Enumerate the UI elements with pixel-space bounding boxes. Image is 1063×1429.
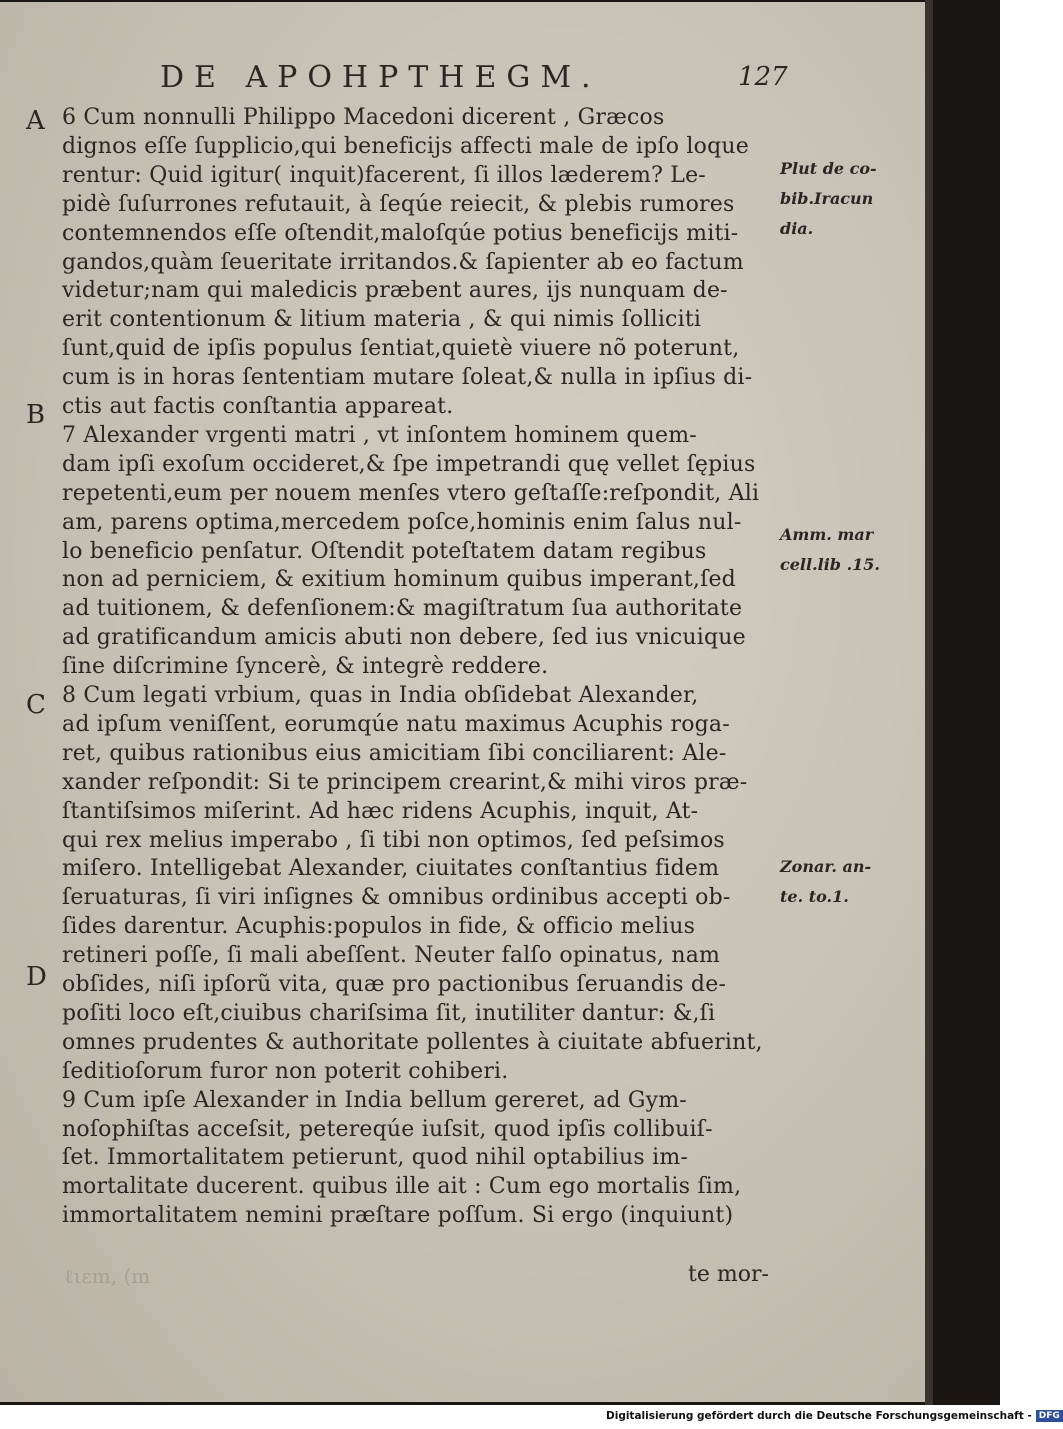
text-line: pidè ſuſurrones refutauit, à ſeqúe reiecit, & plebis rumores (62, 191, 735, 217)
section-letter-a: A (26, 106, 45, 136)
text-line: non ad perniciem, & exitium hominum quibus imperant,ſed (62, 567, 736, 593)
dfg-logo-icon: DFG (1036, 1410, 1063, 1422)
page-number: 127 (738, 62, 788, 92)
text-line: ret, quibus rationibus eius amicitiam ſibi conciliarent: Ale- (62, 740, 727, 766)
footer-credit (606, 1410, 1060, 1426)
text-line: cum is in horas ſententiam mutare ſoleat,& nulla in ipſius di- (62, 365, 753, 391)
text-line: miſero. Intelligebat Alexander, ciuitates conſtantius fidem (62, 856, 720, 882)
text-line: ſtantiſsimos miſerint. Ad hæc ridens Acuphis, inquit, At- (62, 798, 699, 824)
text-line: ad tuitionem, & defenſionem:& magiſtratum ſua authoritate (62, 596, 743, 622)
text-line: mortalitate ducerent. quibus ille ait : Cum ego mortalis ſim, (62, 1174, 742, 1200)
text-line: 6 Cum nonnulli Philippo Macedoni dicerent , Græcos (62, 105, 665, 130)
text-line: ad gratificandum amicis abuti non debere, ſed ius vnicuique (62, 625, 746, 651)
text-line: ctis aut factis conſtantia appareat. (62, 394, 454, 419)
text-line: erit contentionum & litium materia , & qui nimis ſolliciti (62, 307, 702, 333)
section-letter-d: D (26, 962, 47, 992)
text-line: dam ipſi exoſum occideret,& ſpe impetrandi quę vellet ſępius (62, 451, 756, 477)
marginal-note-ammianus: Amm. mar cell.lib .15. (780, 525, 880, 574)
text-line: rentur: Quid igitur( inquit)facerent, ſi illos læderem? Le- (62, 162, 706, 188)
text-line: ſet. Immortalitatem petierunt, quod nihil optabilius im- (62, 1145, 689, 1171)
text-line: qui rex melius imperabo , ſi tibi non optimos, ſed peſsimos (62, 827, 725, 853)
text-line: xander reſpondit: Si te principem crearint,& mihi viros præ- (62, 769, 748, 795)
text-line: videtur;nam qui maledicis præbent aures, ijs nunquam de- (62, 278, 728, 304)
marginal-note-plutarch: Plut de co- bib.Iracun dia. (780, 159, 877, 238)
text-line: ad ipſum veniſſent, eorumqúe natu maximus Acuphis roga- (62, 711, 730, 737)
text-line: ſine diſcrimine ſyncerè, & integrè reddere. (62, 654, 549, 680)
text-line: noſophiſtas acceſsit, petereqúe iuſsit, quod ipſis collibuiſ- (62, 1116, 713, 1142)
text-line: ſeditioſorum furor non poterit cohiberi. (62, 1058, 509, 1084)
page-edge (925, 0, 933, 1405)
text-line: dignos eſſe ſupplicio,qui beneficijs affecti male de ipſo loque (62, 133, 749, 159)
text-line: omnes prudentes & authoritate pollentes à ciuitate abfuerint, (62, 1029, 763, 1055)
text-line: contemnendos eſſe oſtendit,maloſqúe potius beneficijs miti- (62, 220, 739, 246)
text-line: 8 Cum legati vrbium, quas in India obſidebat Alexander, (62, 683, 699, 708)
text-line: 7 Alexander vrgenti matri , vt inſontem hominem quem- (62, 422, 697, 448)
text-line: ſunt,quid de ipſis populus ſentiat,quietè viuere nõ poterunt, (62, 336, 740, 362)
section-letter-b: B (26, 400, 46, 430)
text-line: ſeruaturas, ſi viri inſignes & omnibus ordinibus accepti ob- (62, 885, 731, 911)
catchword: te mor- (688, 1262, 769, 1287)
text-line: retineri poſſe, ſi mali abeſſent. Neuter falſo opinatus, nam (62, 943, 721, 969)
text-line: ſides darentur. Acuphis:populos in fide, & officio melius (62, 914, 696, 940)
running-title: DE APOHPTHEGM. (160, 60, 601, 95)
text-line: obſides, niſi ipſorũ vita, quæ pro pactionibus ſeruandis de- (62, 972, 727, 997)
bleed-through-text: ℓιεm, (m (64, 1264, 151, 1288)
section-letter-c: C (26, 690, 46, 720)
text-line: gandos,quàm ſeueritate irritandos.& ſapienter ab eo factum (62, 249, 744, 275)
text-line: 9 Cum ipſe Alexander in India bellum gereret, ad Gym- (62, 1087, 687, 1113)
text-line: lo beneficio penſatur. Oſtendit poteſtatem datam regibus (62, 538, 707, 564)
footer-text: Digitalisierung gefördert durch die Deutsche Forschungsgemeinschaft - (606, 1410, 1032, 1422)
text-line: am, parens optima,mercedem poſce,hominis enim ſalus nul- (62, 509, 742, 535)
text-line: repetenti,eum per nouem menſes vtero geſtaſſe:reſpondit, Ali (62, 480, 760, 506)
text-line: immortalitatem nemini præſtare poſſum. Si ergo (inquiunt) (62, 1203, 734, 1229)
marginal-note-zonaras: Zonar. an- te. to.1. (780, 857, 872, 906)
book-page (0, 2, 925, 1402)
text-line: poſiti loco eſt,ciuibus chariſsima ſit, inutiliter dantur: &,ſi (62, 1000, 716, 1026)
